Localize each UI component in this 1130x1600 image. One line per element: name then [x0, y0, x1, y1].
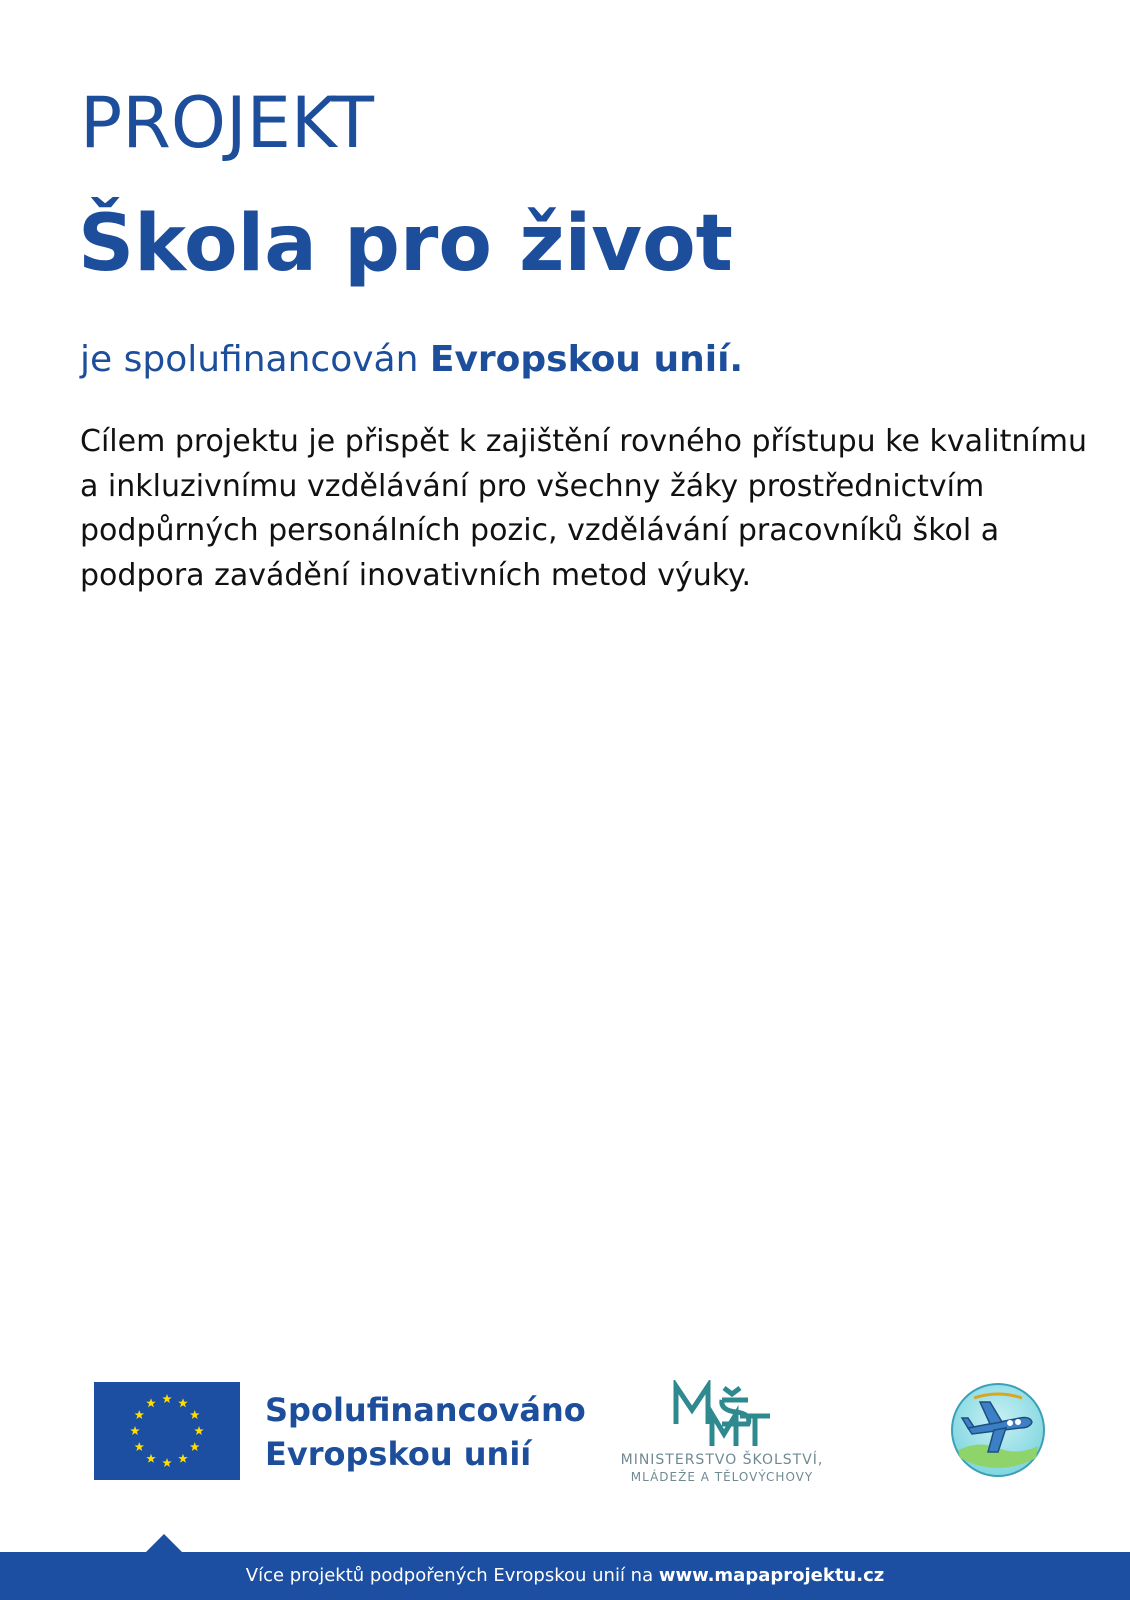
- project-title: Škola pro život: [78, 199, 733, 289]
- project-label: PROJEKT: [80, 82, 375, 164]
- eu-star-icon: [162, 1458, 172, 1467]
- eu-star-icon: [190, 1410, 200, 1419]
- eu-star-icon: [178, 1454, 188, 1463]
- school-airplane-logo: [950, 1382, 1046, 1478]
- eu-logo-text: [265, 1388, 586, 1476]
- cofinancing-statement: [80, 340, 743, 380]
- bottom-bar-text: Více projektů podpořených Evropskou unií na: [245, 1565, 659, 1586]
- eu-logo-line1: Spolufinancováno: [265, 1391, 586, 1429]
- msmt-mark-icon: [670, 1380, 774, 1450]
- eu-flag-icon: [94, 1382, 240, 1480]
- cofinancing-emphasis: Evropskou unií.: [429, 339, 744, 380]
- eu-star-icon: [162, 1394, 172, 1403]
- eu-star-icon: [178, 1398, 188, 1407]
- eu-star-icon: [190, 1442, 200, 1451]
- eu-star-icon: [135, 1442, 145, 1451]
- eu-star-icon: [130, 1426, 140, 1435]
- project-description: Cílem projektu je přispět k zajištění rovného přístupu ke kvalitnímu a inkluzivnímu vzdělávání pro všechny žáky prostřednictvím podpůrných personálních pozic, vzdělávání pracovníků škol a podpora zavádění inovativních metod výuky.: [80, 424, 1087, 593]
- eu-star-icon: [146, 1398, 156, 1407]
- eu-logo-line2: Evropskou unií: [265, 1435, 532, 1473]
- mapaprojektu-link[interactable]: www.mapaprojektu.cz: [658, 1565, 885, 1586]
- msmt-line1: MINISTERSTVO ŠKOLSTVÍ,: [620, 1452, 824, 1468]
- msmt-line2: MLÁDEŽE A TĚLOVÝCHOVY: [630, 1470, 814, 1484]
- bottom-bar-notch: [146, 1534, 182, 1552]
- eu-star-icon: [146, 1454, 156, 1463]
- eu-star-icon: [135, 1410, 145, 1419]
- cofinancing-prefix: je spolufinancován: [80, 339, 430, 380]
- eu-star-icon: [194, 1426, 204, 1435]
- msmt-logo: [612, 1380, 832, 1482]
- bottom-bar: [0, 1552, 1130, 1600]
